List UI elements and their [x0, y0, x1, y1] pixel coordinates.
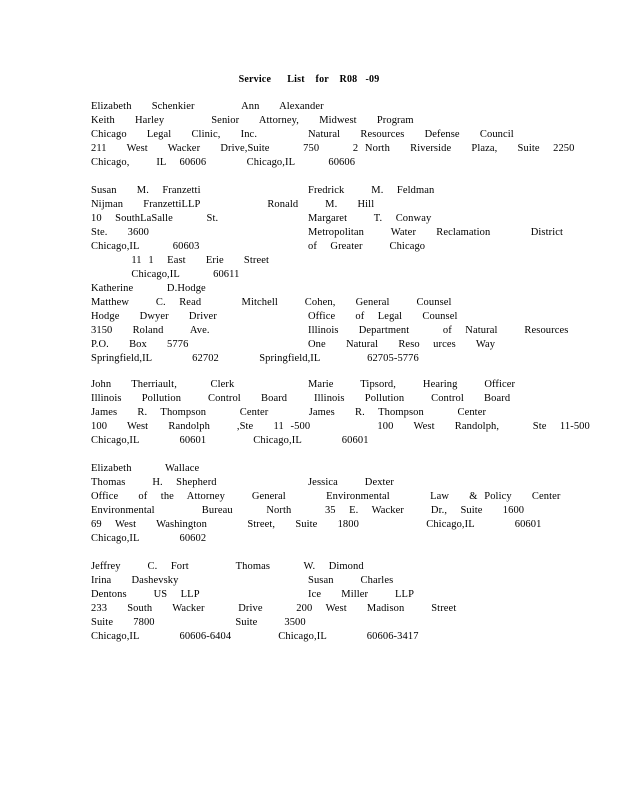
address-line: Hodge Dwyer Driver	[91, 311, 217, 322]
address-line: Irina Dashevsky	[91, 575, 179, 586]
address-line: Susan M. Franzetti	[91, 185, 201, 196]
address-line: Environmental Bureau North 35 E. Wacker Dr., Suite 1600	[91, 505, 525, 516]
address-line-right: Natural Resources Defense Council	[308, 129, 514, 140]
address-line: Nijman FranzettiLLP Ronald M. Hill	[91, 199, 375, 210]
address-line-right: of Greater Chicago	[308, 241, 426, 252]
address-line: Chicago,IL 60611	[91, 269, 240, 280]
address-line-right: Ice Miller LLP	[308, 589, 415, 600]
address-line: 100 West Randolph ,Ste 11 -500 100 West Randolph, Ste 11-500	[91, 421, 590, 432]
document-title: Service List for R08 -09	[238, 74, 380, 85]
address-line-right: Fredrick M. Feldman	[308, 185, 435, 196]
address-line: Katherine D.Hodge	[91, 283, 206, 294]
address-line: Chicago,IL 60606-6404 Chicago,IL 60606-3417	[91, 631, 419, 642]
address-line: Chicago,IL 60603	[91, 241, 200, 252]
address-line: Chicago,IL 60601 Chicago,IL 60601	[91, 435, 369, 446]
address-line: John Therriault, Clerk	[91, 379, 235, 390]
address-line: P.O. Box 5776	[91, 339, 189, 350]
address-line: Keith Harley Senior Attorney, Midwest Program	[91, 115, 414, 126]
address-line: Chicago,IL 60602	[91, 533, 207, 544]
address-line: 211 West Wacker Drive,Suite 750 2 North Riverside Plaza, Suite 2250	[91, 143, 575, 154]
address-line: Thomas H. Shepherd	[91, 477, 217, 488]
address-line: Jeffrey C. Fort Thomas W. Dimond	[91, 561, 364, 572]
address-line-right: Illinois Department of Natural Resources	[308, 325, 569, 336]
address-line: 10 SouthLaSalle St.	[91, 213, 219, 224]
address-line: Office of the Attorney General Environmental Law & Policy Center	[91, 491, 561, 502]
address-line: Chicago Legal Clinic, Inc.	[91, 129, 258, 140]
address-line: James R. Thompson Center James R. Thompson Center	[91, 407, 487, 418]
address-line: 11 1 East Erie Street	[91, 255, 269, 266]
address-line: 69 West Washington Street, Suite 1800 Chicago,IL 60601	[91, 519, 542, 530]
address-line-right: Margaret T. Conway	[308, 213, 432, 224]
address-line: Springfield,IL 62702 Springfield,IL 62705-5776	[91, 353, 419, 364]
address-line-right: Office of Legal Counsel	[308, 311, 458, 322]
address-line-right: One Natural Reso urces Way	[308, 339, 496, 350]
address-line-right: Marie Tipsord, Hearing Officer	[308, 379, 516, 390]
address-line: 3150 Roland Ave.	[91, 325, 210, 336]
address-line-right: Metropolitan Water Reclamation District	[308, 227, 564, 238]
address-line: 233 South Wacker Drive 200 West Madison Street	[91, 603, 457, 614]
address-line: Illinois Pollution Control Board Illinois Pollution Control Board	[91, 393, 511, 404]
address-line: Suite 7800 Suite 3500	[91, 617, 306, 628]
address-line: Matthew C. Read Mitchell Cohen, General Counsel	[91, 297, 452, 308]
address-line-right: Susan Charles	[308, 575, 394, 586]
address-line: Elizabeth Schenkier Ann Alexander	[91, 101, 324, 112]
address-line: Elizabeth Wallace	[91, 463, 200, 474]
address-line: Dentons US LLP	[91, 589, 200, 600]
address-line-right: Jessica Dexter	[308, 477, 394, 488]
address-line: Ste. 3600	[91, 227, 150, 238]
address-line: Chicago, IL 60606 Chicago,IL 60606	[91, 157, 356, 168]
